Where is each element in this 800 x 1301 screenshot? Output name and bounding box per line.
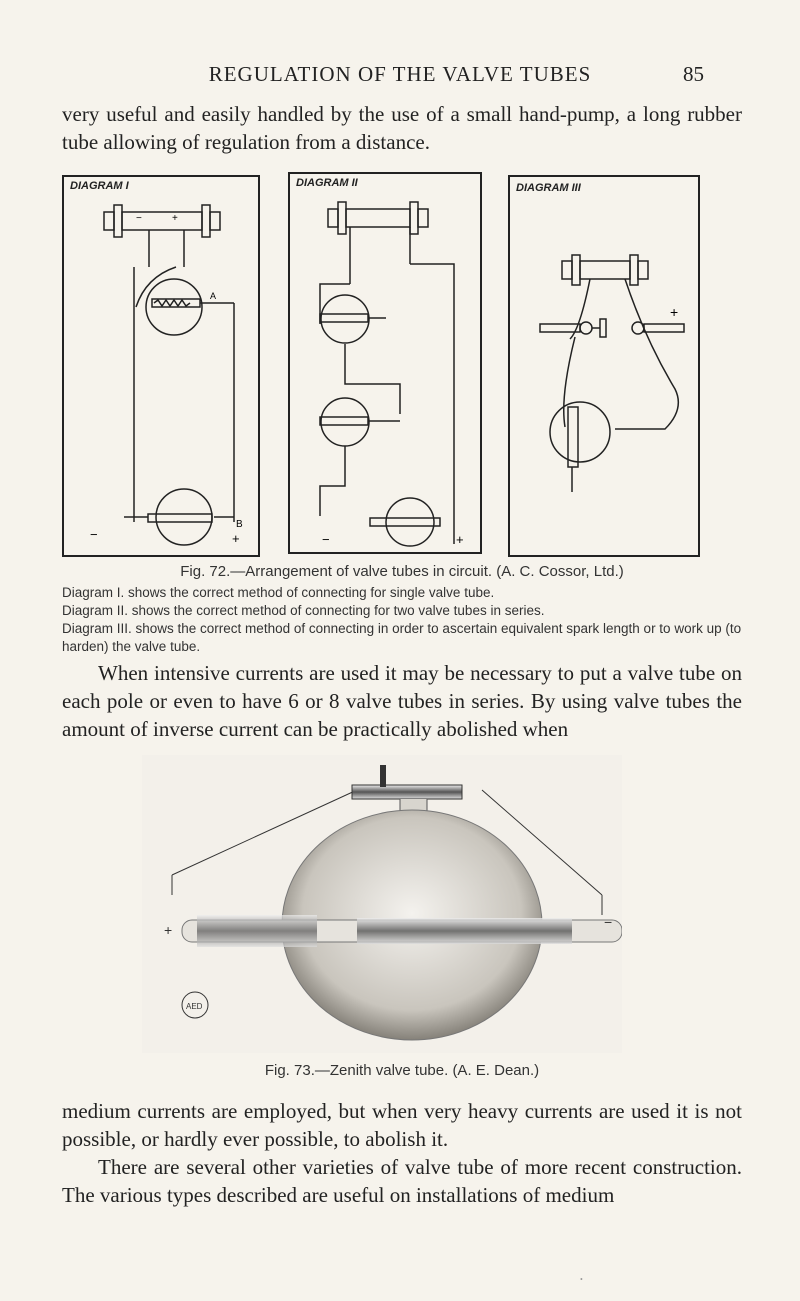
- fig72-caption-line-3: Diagram III. shows the correct method of connecting in order to ascertain equivalent spark length or to work up (to harden) the valve tube.: [62, 621, 742, 654]
- diagram-3-label: DIAGRAM III: [516, 182, 581, 194]
- diagram-2-label: DIAGRAM II: [296, 177, 358, 189]
- fig73-plus: +: [164, 922, 173, 938]
- fig72-caption-line-1: Diagram I. shows the correct method of connecting for single valve tube.: [62, 585, 495, 600]
- paragraph-top: [62, 100, 742, 156]
- fig73-minus: −: [604, 914, 613, 930]
- running-title: REGULATION OF THE VALVE TUBES: [208, 62, 592, 86]
- page-number: 85: [683, 62, 704, 86]
- paragraph-bottom: [62, 1097, 742, 1209]
- paragraph-bottom-text-1: medium currents are employed, but when very heavy currents are used it is not possible, or hardly ever possible, to abolish it.: [62, 1099, 742, 1151]
- diagram-1: [62, 175, 260, 557]
- paragraph-middle-text: When intensive currents are used it may be necessary to put a valve tube on each pole or even to have 6 or 8 valve tubes in series. By using valve tubes the amount of inverse current can be practically abolished when: [62, 661, 742, 741]
- diagram-2-plus: +: [456, 532, 464, 547]
- diagram-1-label-b: B: [236, 519, 243, 530]
- diagram-1-plus: +: [232, 531, 240, 546]
- diagram-3-drawing: [510, 177, 698, 555]
- fig72-caption-title: Fig. 72.—Arrangement of valve tubes in circuit. (A. C. Cossor, Ltd.): [180, 563, 624, 580]
- paragraph-middle: [62, 659, 742, 743]
- diagram-3-plus: +: [670, 304, 679, 320]
- diagram-2: [288, 172, 482, 554]
- zenith-valve-tube-photo: [142, 755, 622, 1053]
- page-header: [0, 62, 800, 92]
- diagram-1-minus-top: −: [136, 213, 142, 224]
- fig72-caption: [62, 563, 742, 656]
- diagram-1-label: DIAGRAM I: [70, 180, 129, 192]
- page-mark: •: [580, 1275, 583, 1284]
- fig73-caption-text: Fig. 73.—Zenith valve tube. (A. E. Dean.): [264, 1062, 540, 1079]
- diagram-3: [508, 175, 700, 557]
- fig73-caption: [62, 1062, 742, 1079]
- zenith-valve-tube-drawing: [142, 755, 622, 1053]
- diagram-1-minus: −: [90, 527, 98, 542]
- diagram-1-label-a: A: [210, 291, 217, 301]
- aed-logo: AED: [186, 1002, 203, 1011]
- diagram-1-drawing: [64, 177, 258, 555]
- paragraph-bottom-text-2: There are several other varieties of valve tube of more recent construction. The various types described are useful on installations of medium: [62, 1155, 742, 1207]
- paragraph-top-text: very useful and easily handled by the use of a small hand-pump, a long rubber tube allowing of regulation from a distance.: [62, 102, 742, 154]
- diagram-1-plus-top: +: [172, 213, 178, 224]
- diagram-2-minus: −: [322, 532, 330, 547]
- diagram-2-drawing: [290, 174, 480, 552]
- fig72-caption-line-2: Diagram II. shows the correct method of connecting for two valve tubes in series.: [62, 603, 545, 618]
